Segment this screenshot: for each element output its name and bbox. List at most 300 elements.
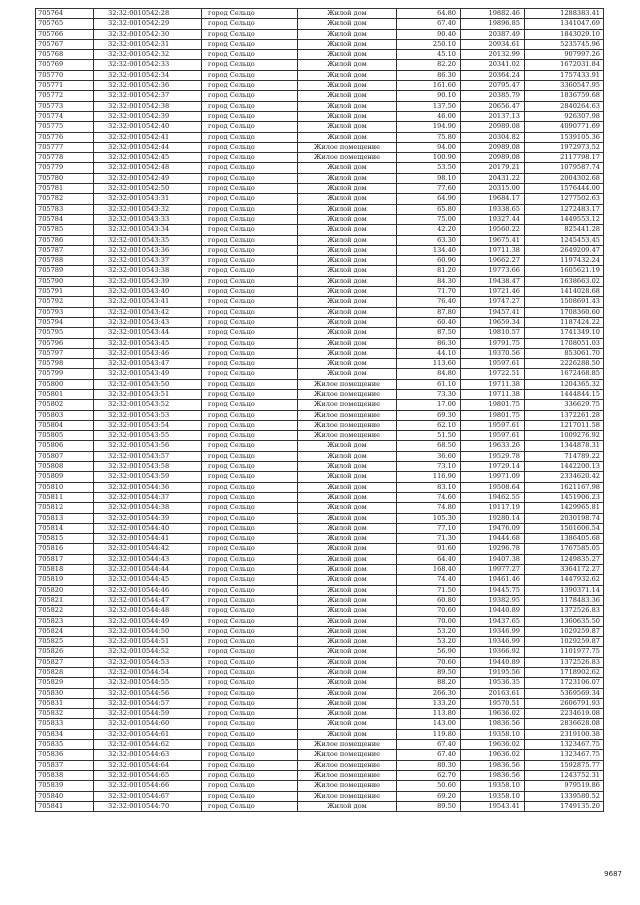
area-cell: 17.00 xyxy=(397,400,461,410)
cadastral-value-cell: 1718902.62 xyxy=(525,668,604,678)
cadastral-number-cell: 32:32:0010543:31 xyxy=(94,194,202,204)
cadastral-value-cell: 714789.22 xyxy=(525,451,604,461)
unit-value-cell: 19896.85 xyxy=(461,19,525,29)
registry-page xyxy=(35,8,603,812)
cadastral-number-cell: 32:32:0010542:39 xyxy=(94,111,202,121)
object-type-cell: Жилой дом xyxy=(298,287,397,297)
area-cell: 67.40 xyxy=(397,750,461,760)
table-row xyxy=(36,173,604,183)
row-number-cell: 705808 xyxy=(36,462,94,472)
unit-value-cell: 19117.19 xyxy=(461,503,525,513)
row-number-cell: 705798 xyxy=(36,359,94,369)
address-cell: город Сельцо xyxy=(202,256,298,266)
cadastral-value-cell: 1390371.14 xyxy=(525,585,604,595)
cadastral-number-cell: 32:32:0010544:42 xyxy=(94,544,202,554)
object-type-cell: Жилой дом xyxy=(298,647,397,657)
address-cell: город Сельцо xyxy=(202,153,298,163)
page-number: 9687 xyxy=(604,870,622,878)
cadastral-number-cell: 32:32:0010543:56 xyxy=(94,441,202,451)
table-row xyxy=(36,595,604,605)
unit-value-cell: 19729.14 xyxy=(461,462,525,472)
object-type-cell: Жилой дом xyxy=(298,606,397,616)
address-cell: город Сельцо xyxy=(202,225,298,235)
cadastral-value-cell: 1508691.43 xyxy=(525,297,604,307)
table-row xyxy=(36,81,604,91)
unit-value-cell: 19461.46 xyxy=(461,575,525,585)
unit-value-cell: 19801.75 xyxy=(461,410,525,420)
object-type-cell: Жилой дом xyxy=(298,225,397,235)
area-cell: 63.30 xyxy=(397,235,461,245)
address-cell: город Сельцо xyxy=(202,585,298,595)
cadastral-value-cell: 1592875.77 xyxy=(525,760,604,770)
address-cell: город Сельцо xyxy=(202,760,298,770)
address-cell: город Сельцо xyxy=(202,328,298,338)
area-cell: 82.20 xyxy=(397,60,461,70)
table-row xyxy=(36,462,604,472)
row-number-cell: 705835 xyxy=(36,740,94,750)
table-row xyxy=(36,781,604,791)
cadastral-value-cell: 2234619.08 xyxy=(525,709,604,719)
cadastral-value-cell: 1576444.00 xyxy=(525,184,604,194)
object-type-cell: Жилой дом xyxy=(298,111,397,121)
cadastral-value-cell: 1539105.36 xyxy=(525,132,604,142)
object-type-cell: Жилой дом xyxy=(298,503,397,513)
cadastral-number-cell: 32:32:0010542:28 xyxy=(94,9,202,19)
table-row xyxy=(36,585,604,595)
unit-value-cell: 19560.22 xyxy=(461,225,525,235)
cadastral-number-cell: 32:32:0010542:40 xyxy=(94,122,202,132)
area-cell: 161.60 xyxy=(397,81,461,91)
table-row xyxy=(36,317,604,327)
cadastral-value-cell: 1009276.92 xyxy=(525,431,604,441)
object-type-cell: Жилой дом xyxy=(298,709,397,719)
area-cell: 87.50 xyxy=(397,328,461,338)
table-row xyxy=(36,225,604,235)
address-cell: город Сельцо xyxy=(202,369,298,379)
row-number-cell: 705767 xyxy=(36,39,94,49)
object-type-cell: Жилой дом xyxy=(298,359,397,369)
address-cell: город Сельцо xyxy=(202,420,298,430)
row-number-cell: 705784 xyxy=(36,214,94,224)
cadastral-value-cell: 1249835.27 xyxy=(525,554,604,564)
unit-value-cell: 20795.47 xyxy=(461,81,525,91)
object-type-cell: Жилой дом xyxy=(298,729,397,739)
address-cell: город Сельцо xyxy=(202,400,298,410)
cadastral-number-cell: 32:32:0010542:31 xyxy=(94,39,202,49)
cadastral-number-cell: 32:32:0010544:36 xyxy=(94,482,202,492)
table-row xyxy=(36,307,604,317)
table-row xyxy=(36,534,604,544)
address-cell: город Сельцо xyxy=(202,81,298,91)
unit-value-cell: 19711.38 xyxy=(461,245,525,255)
cadastral-value-cell: 1204365.32 xyxy=(525,379,604,389)
cadastral-value-cell: 1843029.10 xyxy=(525,29,604,39)
address-cell: город Сельцо xyxy=(202,482,298,492)
object-type-cell: Жилой дом xyxy=(298,451,397,461)
object-type-cell: Жилое помещение xyxy=(298,410,397,420)
cadastral-value-cell: 1360635.50 xyxy=(525,616,604,626)
area-cell: 71.50 xyxy=(397,585,461,595)
address-cell: город Сельцо xyxy=(202,29,298,39)
cadastral-value-cell: 1767585.05 xyxy=(525,544,604,554)
table-row xyxy=(36,523,604,533)
cadastral-number-cell: 32:32:0010543:50 xyxy=(94,379,202,389)
row-number-cell: 705769 xyxy=(36,60,94,70)
object-type-cell: Жилой дом xyxy=(298,441,397,451)
area-cell: 62.10 xyxy=(397,420,461,430)
object-type-cell: Жилой дом xyxy=(298,50,397,60)
area-cell: 69.30 xyxy=(397,410,461,420)
cadastral-value-cell: 1029259.87 xyxy=(525,637,604,647)
cadastral-value-cell: 1197432.24 xyxy=(525,256,604,266)
area-cell: 64.80 xyxy=(397,9,461,19)
address-cell: город Сельцо xyxy=(202,616,298,626)
row-number-cell: 705839 xyxy=(36,781,94,791)
area-cell: 75.00 xyxy=(397,214,461,224)
table-row xyxy=(36,791,604,801)
cadastral-number-cell: 32:32:0010543:34 xyxy=(94,225,202,235)
object-type-cell: Жилой дом xyxy=(298,369,397,379)
cadastral-number-cell: 32:32:0010544:43 xyxy=(94,554,202,564)
cadastral-value-cell: 1243752.31 xyxy=(525,770,604,780)
table-row xyxy=(36,410,604,420)
cadastral-number-cell: 32:32:0010542:33 xyxy=(94,60,202,70)
table-row xyxy=(36,544,604,554)
area-cell: 46.00 xyxy=(397,111,461,121)
object-type-cell: Жилой дом xyxy=(298,307,397,317)
area-cell: 133.20 xyxy=(397,698,461,708)
row-number-cell: 705818 xyxy=(36,565,94,575)
unit-value-cell: 20163.61 xyxy=(461,688,525,698)
cadastral-value-cell: 1029259.87 xyxy=(525,626,604,636)
table-row xyxy=(36,575,604,585)
address-cell: город Сельцо xyxy=(202,441,298,451)
cadastral-value-cell: 336629.75 xyxy=(525,400,604,410)
table-row xyxy=(36,29,604,39)
unit-value-cell: 19543.41 xyxy=(461,801,525,811)
row-number-cell: 705803 xyxy=(36,410,94,420)
row-number-cell: 705776 xyxy=(36,132,94,142)
unit-value-cell: 19195.56 xyxy=(461,668,525,678)
object-type-cell: Жилой дом xyxy=(298,637,397,647)
cadastral-number-cell: 32:32:0010542:30 xyxy=(94,29,202,39)
cadastral-number-cell: 32:32:0010544:50 xyxy=(94,626,202,636)
cadastral-number-cell: 32:32:0010544:47 xyxy=(94,595,202,605)
object-type-cell: Жилой дом xyxy=(298,565,397,575)
row-number-cell: 705833 xyxy=(36,719,94,729)
table-row xyxy=(36,111,604,121)
address-cell: город Сельцо xyxy=(202,431,298,441)
unit-value-cell: 19662.27 xyxy=(461,256,525,266)
unit-value-cell: 19370.56 xyxy=(461,348,525,358)
object-type-cell: Жилой дом xyxy=(298,482,397,492)
cadastral-value-cell: 2649209.47 xyxy=(525,245,604,255)
area-cell: 70.60 xyxy=(397,606,461,616)
object-type-cell: Жилой дом xyxy=(298,698,397,708)
unit-value-cell: 19366.92 xyxy=(461,647,525,657)
object-type-cell: Жилой дом xyxy=(298,101,397,111)
cadastral-number-cell: 32:32:0010543:53 xyxy=(94,410,202,420)
area-cell: 64.90 xyxy=(397,194,461,204)
unit-value-cell: 19597.61 xyxy=(461,431,525,441)
address-cell: город Сельцо xyxy=(202,554,298,564)
cadastral-value-cell: 1341047.69 xyxy=(525,19,604,29)
area-cell: 74.80 xyxy=(397,503,461,513)
address-cell: город Сельцо xyxy=(202,472,298,482)
table-row xyxy=(36,606,604,616)
table-row xyxy=(36,50,604,60)
unit-value-cell: 20132.99 xyxy=(461,50,525,60)
table-row xyxy=(36,565,604,575)
row-number-cell: 705821 xyxy=(36,595,94,605)
address-cell: город Сельцо xyxy=(202,39,298,49)
row-number-cell: 705817 xyxy=(36,554,94,564)
unit-value-cell: 19440.89 xyxy=(461,657,525,667)
unit-value-cell: 19836.56 xyxy=(461,760,525,770)
cadastral-number-cell: 32:32:0010543:47 xyxy=(94,359,202,369)
row-number-cell: 705816 xyxy=(36,544,94,554)
area-cell: 60.80 xyxy=(397,595,461,605)
cadastral-value-cell: 2840264.63 xyxy=(525,101,604,111)
address-cell: город Сельцо xyxy=(202,534,298,544)
address-cell: город Сельцо xyxy=(202,668,298,678)
cadastral-value-cell: 1272483.17 xyxy=(525,204,604,214)
cadastral-value-cell: 1708051.03 xyxy=(525,338,604,348)
address-cell: город Сельцо xyxy=(202,91,298,101)
area-cell: 60.90 xyxy=(397,256,461,266)
address-cell: город Сельцо xyxy=(202,389,298,399)
table-row xyxy=(36,688,604,698)
table-body xyxy=(36,9,604,812)
unit-value-cell: 19711.38 xyxy=(461,389,525,399)
unit-value-cell: 19711.38 xyxy=(461,379,525,389)
unit-value-cell: 19346.99 xyxy=(461,626,525,636)
address-cell: город Сельцо xyxy=(202,142,298,152)
address-cell: город Сельцо xyxy=(202,637,298,647)
area-cell: 86.30 xyxy=(397,70,461,80)
cadastral-number-cell: 32:32:0010544:44 xyxy=(94,565,202,575)
area-cell: 68.50 xyxy=(397,441,461,451)
cadastral-number-cell: 32:32:0010544:53 xyxy=(94,657,202,667)
unit-value-cell: 20387.49 xyxy=(461,29,525,39)
address-cell: город Сельцо xyxy=(202,50,298,60)
table-row xyxy=(36,204,604,214)
unit-value-cell: 19457.41 xyxy=(461,307,525,317)
table-row xyxy=(36,369,604,379)
unit-value-cell: 19773.66 xyxy=(461,266,525,276)
object-type-cell: Жилое помещение xyxy=(298,740,397,750)
table-row xyxy=(36,637,604,647)
table-row xyxy=(36,101,604,111)
table-row xyxy=(36,678,604,688)
table-row xyxy=(36,626,604,636)
address-cell: город Сельцо xyxy=(202,287,298,297)
cadastral-value-cell: 1414028.68 xyxy=(525,287,604,297)
object-type-cell: Жилой дом xyxy=(298,91,397,101)
table-row xyxy=(36,389,604,399)
object-type-cell: Жилой дом xyxy=(298,184,397,194)
area-cell: 94.00 xyxy=(397,142,461,152)
cadastral-value-cell: 1442200.13 xyxy=(525,462,604,472)
object-type-cell: Жилое помещение xyxy=(298,142,397,152)
object-type-cell: Жилой дом xyxy=(298,513,397,523)
address-cell: город Сельцо xyxy=(202,338,298,348)
row-number-cell: 705807 xyxy=(36,451,94,461)
area-cell: 113.60 xyxy=(397,359,461,369)
cadastral-value-cell: 1447932.62 xyxy=(525,575,604,585)
cadastral-number-cell: 32:32:0010543:58 xyxy=(94,462,202,472)
cadastral-number-cell: 32:32:0010544:70 xyxy=(94,801,202,811)
row-number-cell: 705774 xyxy=(36,111,94,121)
area-cell: 116.90 xyxy=(397,472,461,482)
cadastral-value-cell: 1178483.36 xyxy=(525,595,604,605)
unit-value-cell: 19791.75 xyxy=(461,338,525,348)
table-row xyxy=(36,184,604,194)
table-row xyxy=(36,657,604,667)
table-row xyxy=(36,348,604,358)
address-cell: город Сельцо xyxy=(202,595,298,605)
row-number-cell: 705838 xyxy=(36,770,94,780)
cadastral-number-cell: 32:32:0010543:44 xyxy=(94,328,202,338)
unit-value-cell: 20989.08 xyxy=(461,142,525,152)
unit-value-cell: 19476.09 xyxy=(461,523,525,533)
cadastral-value-cell: 1323467.75 xyxy=(525,740,604,750)
cadastral-value-cell: 2030198.74 xyxy=(525,513,604,523)
row-number-cell: 705823 xyxy=(36,616,94,626)
address-cell: город Сельцо xyxy=(202,801,298,811)
row-number-cell: 705795 xyxy=(36,328,94,338)
cadastral-number-cell: 32:32:0010544:52 xyxy=(94,647,202,657)
table-row xyxy=(36,379,604,389)
row-number-cell: 705778 xyxy=(36,153,94,163)
table-row xyxy=(36,70,604,80)
object-type-cell: Жилой дом xyxy=(298,626,397,636)
row-number-cell: 705825 xyxy=(36,637,94,647)
area-cell: 100.90 xyxy=(397,153,461,163)
object-type-cell: Жилой дом xyxy=(298,297,397,307)
address-cell: город Сельцо xyxy=(202,122,298,132)
address-cell: город Сельцо xyxy=(202,163,298,173)
address-cell: город Сельцо xyxy=(202,565,298,575)
cadastral-number-cell: 32:32:0010542:49 xyxy=(94,173,202,183)
address-cell: город Сельцо xyxy=(202,111,298,121)
unit-value-cell: 19358.10 xyxy=(461,729,525,739)
row-number-cell: 705826 xyxy=(36,647,94,657)
area-cell: 137.50 xyxy=(397,101,461,111)
area-cell: 64.40 xyxy=(397,554,461,564)
table-row xyxy=(36,698,604,708)
address-cell: город Сельцо xyxy=(202,276,298,286)
object-type-cell: Жилой дом xyxy=(298,29,397,39)
unit-value-cell: 19440.89 xyxy=(461,606,525,616)
object-type-cell: Жилой дом xyxy=(298,132,397,142)
unit-value-cell: 20989.08 xyxy=(461,153,525,163)
table-row xyxy=(36,760,604,770)
cadastral-value-cell: 1372526.83 xyxy=(525,606,604,616)
address-cell: город Сельцо xyxy=(202,698,298,708)
object-type-cell: Жилой дом xyxy=(298,245,397,255)
area-cell: 60.40 xyxy=(397,317,461,327)
row-number-cell: 705770 xyxy=(36,70,94,80)
cadastral-value-cell: 1386405.68 xyxy=(525,534,604,544)
row-number-cell: 705792 xyxy=(36,297,94,307)
object-type-cell: Жилое помещение xyxy=(298,750,397,760)
row-number-cell: 705814 xyxy=(36,523,94,533)
cadastral-value-cell: 1372261.28 xyxy=(525,410,604,420)
row-number-cell: 705799 xyxy=(36,369,94,379)
area-cell: 70.60 xyxy=(397,657,461,667)
table-row xyxy=(36,276,604,286)
row-number-cell: 705822 xyxy=(36,606,94,616)
unit-value-cell: 19358.10 xyxy=(461,791,525,801)
area-cell: 98.10 xyxy=(397,173,461,183)
cadastral-value-cell: 825441.28 xyxy=(525,225,604,235)
row-number-cell: 705832 xyxy=(36,709,94,719)
area-cell: 65.80 xyxy=(397,204,461,214)
cadastral-number-cell: 32:32:0010544:67 xyxy=(94,791,202,801)
cadastral-value-cell: 5235745.96 xyxy=(525,39,604,49)
table-row xyxy=(36,492,604,502)
unit-value-cell: 19338.65 xyxy=(461,204,525,214)
area-cell: 84.80 xyxy=(397,369,461,379)
cadastral-number-cell: 32:32:0010542:45 xyxy=(94,153,202,163)
cadastral-value-cell: 1836759.68 xyxy=(525,91,604,101)
object-type-cell: Жилое помещение xyxy=(298,760,397,770)
cadastral-number-cell: 32:32:0010544:39 xyxy=(94,513,202,523)
object-type-cell: Жилой дом xyxy=(298,688,397,698)
unit-value-cell: 19529.78 xyxy=(461,451,525,461)
cadastral-value-cell: 1741349.10 xyxy=(525,328,604,338)
table-row xyxy=(36,513,604,523)
row-number-cell: 705806 xyxy=(36,441,94,451)
object-type-cell: Жилое помещение xyxy=(298,791,397,801)
address-cell: город Сельцо xyxy=(202,317,298,327)
table-row xyxy=(36,451,604,461)
row-number-cell: 705812 xyxy=(36,503,94,513)
table-row xyxy=(36,719,604,729)
cadastral-number-cell: 32:32:0010544:54 xyxy=(94,668,202,678)
object-type-cell: Жилой дом xyxy=(298,163,397,173)
area-cell: 67.40 xyxy=(397,740,461,750)
cadastral-number-cell: 32:32:0010544:60 xyxy=(94,719,202,729)
cadastral-number-cell: 32:32:0010542:48 xyxy=(94,163,202,173)
cadastral-number-cell: 32:32:0010544:64 xyxy=(94,760,202,770)
unit-value-cell: 19437.65 xyxy=(461,616,525,626)
cadastral-number-cell: 32:32:0010544:38 xyxy=(94,503,202,513)
address-cell: город Сельцо xyxy=(202,709,298,719)
address-cell: город Сельцо xyxy=(202,348,298,358)
cadastral-value-cell: 1723106.07 xyxy=(525,678,604,688)
area-cell: 51.50 xyxy=(397,431,461,441)
object-type-cell: Жилой дом xyxy=(298,266,397,276)
address-cell: город Сельцо xyxy=(202,235,298,245)
cadastral-value-cell: 1245453.45 xyxy=(525,235,604,245)
cadastral-number-cell: 32:32:0010542:29 xyxy=(94,19,202,29)
cadastral-number-cell: 32:32:0010544:37 xyxy=(94,492,202,502)
unit-value-cell: 20315.00 xyxy=(461,184,525,194)
cadastral-number-cell: 32:32:0010543:40 xyxy=(94,287,202,297)
address-cell: город Сельцо xyxy=(202,513,298,523)
cadastral-number-cell: 32:32:0010542:50 xyxy=(94,184,202,194)
area-cell: 76.40 xyxy=(397,297,461,307)
cadastral-value-cell: 1444844.15 xyxy=(525,389,604,399)
table-row xyxy=(36,709,604,719)
unit-value-cell: 20304.82 xyxy=(461,132,525,142)
cadastral-value-cell: 853061.70 xyxy=(525,348,604,358)
row-number-cell: 705820 xyxy=(36,585,94,595)
area-cell: 90.40 xyxy=(397,29,461,39)
object-type-cell: Жилой дом xyxy=(298,462,397,472)
